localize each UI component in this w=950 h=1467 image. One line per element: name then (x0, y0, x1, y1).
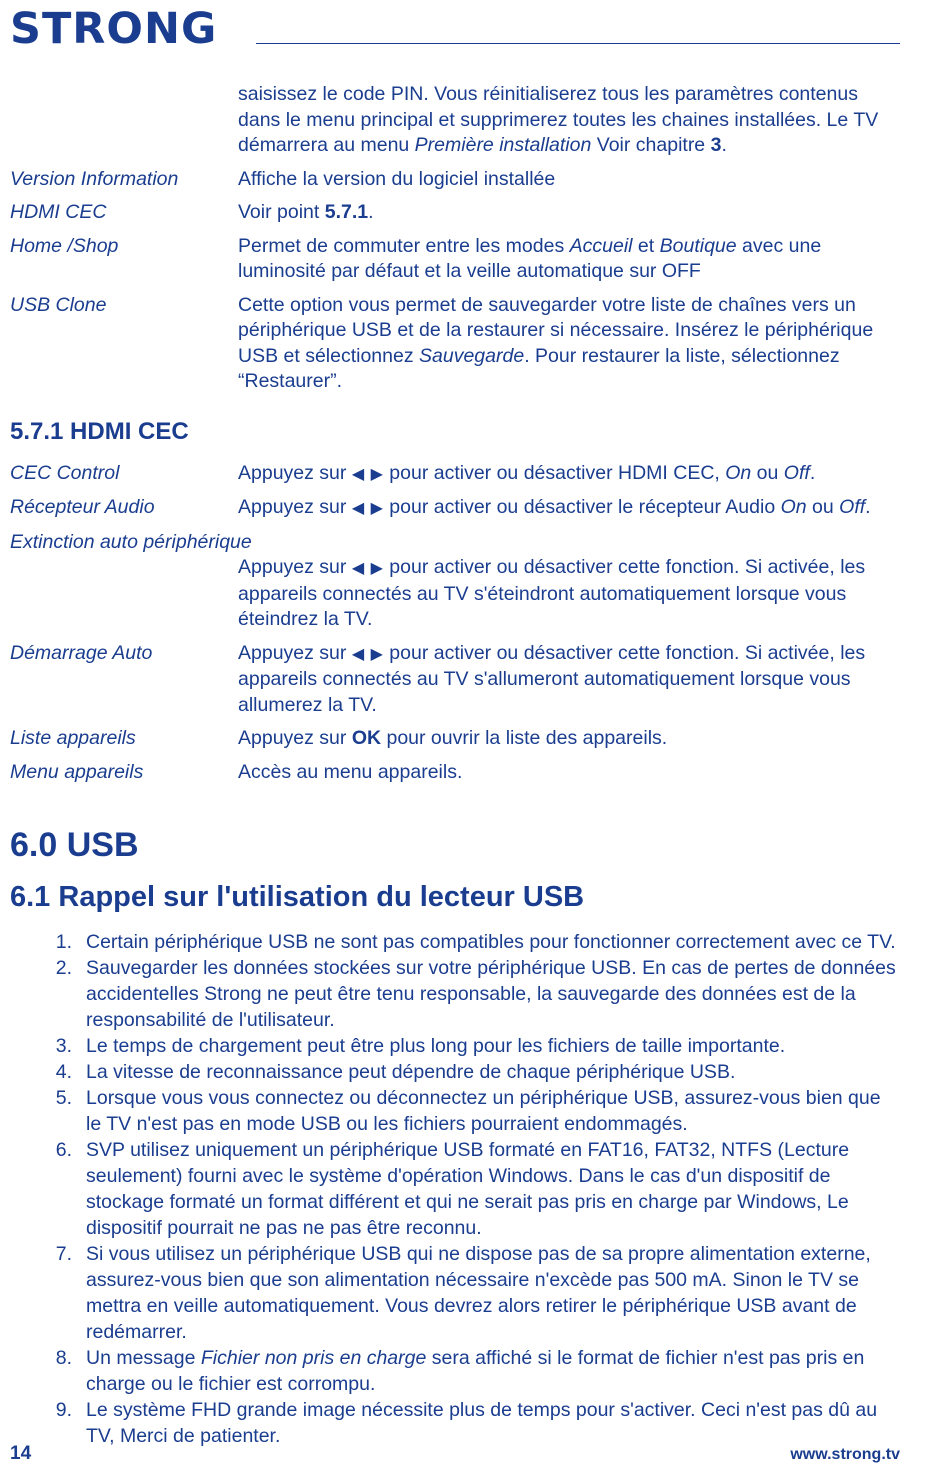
setting-row (10, 495, 900, 522)
setting-row (10, 641, 900, 719)
text-run: Boutique (659, 234, 737, 257)
text-run: Appuyez sur (238, 556, 352, 578)
list-item-number: 7. (55, 1243, 72, 1265)
text-run: Si vous utilisez un périphérique USB qui ne dispose pas de sa propre alimentation externe, assurez-vous bien que son alimentation nécessaire n'excède pas 500 mA. Sinon le TV se mettra en veille automatiquement. Vous devrez alors retirer le périphérique USB avant de redémarrer. (86, 1243, 871, 1343)
text-run: saisissez le code PIN. Vous réinitialiserez tous les paramètres contenus dans le menu principal et supprimerez toutes les chaines installées. Le TV démarrera au menu (238, 83, 879, 156)
setting-label: Récepteur Audio (10, 496, 155, 518)
list-item-number: 3. (55, 1035, 72, 1057)
text-run: Voir point (238, 201, 325, 223)
setting-row (10, 82, 900, 159)
text-run: Fichier non pris en charge (200, 1347, 427, 1369)
text-run: Appuyez sur (238, 727, 352, 749)
setting-description (238, 555, 900, 633)
setting-row (10, 760, 900, 786)
setting-row (10, 200, 900, 226)
text-run: Permet de commuter entre les modes (238, 234, 570, 257)
list-item-text (86, 1345, 900, 1397)
text-run: . Pour restaurer la liste, sélectionnez “Restaurer”. (238, 344, 840, 392)
text-run: Affiche la version du logiciel installée (238, 167, 556, 190)
setting-row (10, 234, 900, 285)
setting-row (10, 555, 900, 633)
text-run: On (725, 461, 752, 484)
text-run: Lorsque vous vous connectez ou déconnectez un périphérique USB, assurez-vous bien que le TV n'est pas en mode USB ou les fichiers pourraient endommagés. (86, 1087, 881, 1135)
list-item-number: 5. (55, 1087, 72, 1109)
setting-label (10, 555, 238, 633)
setting-description (238, 200, 900, 226)
text-run: Off (839, 496, 866, 518)
text-run: pour ouvrir la liste des appareils. (381, 727, 668, 749)
list-item-text (86, 1033, 900, 1059)
text-run: Voir chapitre (591, 134, 711, 156)
setting-description (238, 82, 900, 159)
setting-label: Version Information (10, 167, 179, 190)
usb-notes-list (10, 929, 900, 1449)
text-run: . (809, 461, 816, 484)
text-run: ou (806, 496, 840, 518)
text-run: SVP utilisez uniquement un périphérique USB formaté en FAT16, FAT32, NTFS (Lecture seulement) fourni avec le système d'opération Windows. Dans le cas d'un dispositif de stockage formaté un format différent et qui ne serait pas pris en charge par Windows, Le dispositif pourrait ne pas ne pas être reconnu. (86, 1139, 850, 1239)
text-run: Première installation (414, 134, 592, 156)
text-run: OK (351, 727, 382, 749)
text-run: pour activer ou désactiver HDMI CEC, (383, 461, 726, 484)
list-item (10, 1059, 900, 1085)
setting-label: USB Clone (10, 293, 107, 316)
website-url: www.strong.tv (790, 1446, 900, 1463)
text-run: Un message (86, 1347, 201, 1369)
text-run: pour activer ou désactiver cette fonction. Si activée, les appareils connectés au TV s'éteindront automatiquement lorsque vous éteindrez la TV. (238, 556, 866, 630)
text-run: Appuyez sur (238, 461, 352, 484)
setting-row (10, 293, 900, 395)
list-item (10, 1397, 900, 1449)
setting-label: Démarrage Auto (10, 641, 153, 664)
hdmi-cec-table (10, 461, 900, 786)
text-run: Appuyez sur (238, 641, 352, 664)
setting-description (238, 760, 900, 786)
text-run: Accueil (569, 234, 633, 257)
setting-label (10, 82, 238, 159)
left-right-arrows-icon: ◀ ▶ (351, 500, 384, 517)
left-right-arrows-icon: ◀ ▶ (351, 645, 384, 663)
page-content (10, 82, 900, 1449)
settings-table (10, 82, 900, 395)
list-item-number: 4. (55, 1061, 72, 1083)
left-right-arrows-icon: ◀ ▶ (351, 560, 384, 577)
setting-row (10, 167, 900, 193)
text-run: On (780, 496, 807, 518)
section-5-7-1-title: 5.7.1 HDMI CEC (10, 417, 189, 445)
text-run: pour activer ou désactiver le récepteur Audio (383, 496, 781, 518)
page-number: 14 (10, 1443, 32, 1464)
list-item-text (86, 1137, 900, 1241)
list-item-number: 6. (55, 1139, 72, 1161)
text-run: . (721, 134, 727, 156)
list-item (10, 929, 900, 955)
text-run: sera affiché si le format de fichier n'est pas pris en charge ou le fichier est corrompu. (86, 1347, 865, 1395)
list-item (10, 1345, 900, 1397)
list-item-text (86, 929, 900, 955)
list-item-number: 1. (55, 931, 72, 953)
text-run: avec une luminosité par défaut et la veille automatique sur OFF (238, 234, 822, 282)
setting-description (238, 726, 900, 752)
text-run: . (368, 201, 374, 223)
text-run: Le système FHD grande image nécessite plus de temps pour s'activer. Ceci n'est pas dû au TV, Merci de patienter. (86, 1399, 878, 1447)
setting-row (10, 461, 900, 488)
list-item-number: 9. (55, 1399, 72, 1421)
setting-label: Extinction auto périphérique (10, 530, 252, 553)
list-item (10, 1033, 900, 1059)
text-run: Sauvegarde (419, 344, 525, 367)
text-run: Sauvegarder les données stockées sur votre périphérique USB. En cas de pertes de données accidentelles Strong ne peut être tenu responsable, la sauvegarde des données est de la responsabilité de l'utilisateur. (86, 957, 896, 1031)
strong-logo: STRONG (10, 4, 218, 54)
setting-label: CEC Control (10, 461, 120, 484)
setting-description (238, 293, 900, 395)
list-item-number: 2. (55, 957, 72, 979)
section-6-0-title: 6.0 USB (10, 826, 139, 864)
setting-label: HDMI CEC (10, 201, 107, 223)
setting-description (238, 641, 900, 719)
list-item (10, 1241, 900, 1345)
text-run: Accès au menu appareils. (238, 760, 463, 783)
list-item-number: 8. (55, 1347, 72, 1369)
setting-label: Home /Shop (10, 234, 119, 257)
text-run: Le temps de chargement peut être plus long pour les fichiers de taille importante. (86, 1035, 786, 1057)
text-run: et (632, 234, 660, 257)
text-run: Certain périphérique USB ne sont pas compatibles pour fonctionner correctement avec ce TV. (86, 931, 896, 953)
section-6-1-title: 6.1 Rappel sur l'utilisation du lecteur USB (10, 881, 585, 913)
list-item-text (86, 955, 900, 1033)
setting-label: Liste appareils (10, 727, 136, 749)
list-item-text (86, 1059, 900, 1085)
setting-description (238, 167, 900, 193)
setting-description (238, 461, 900, 488)
text-run: 3 (710, 134, 722, 156)
setting-description (238, 495, 900, 522)
text-run: La vitesse de reconnaissance peut dépendre de chaque périphérique USB. (86, 1061, 736, 1083)
list-item (10, 1085, 900, 1137)
list-item (10, 1137, 900, 1241)
list-item-text (86, 1241, 900, 1345)
text-run: Appuyez sur (238, 496, 352, 518)
setting-description (238, 234, 900, 285)
text-run: . (865, 496, 871, 518)
setting-row (10, 726, 900, 752)
text-run: pour activer ou désactiver cette fonction. Si activée, les appareils connectés au TV s'allumeront automatiquement lorsque vous allumerez la TV. (238, 641, 866, 716)
left-right-arrows-icon: ◀ ▶ (351, 465, 384, 483)
list-item (10, 955, 900, 1033)
text-run: Off (783, 461, 810, 484)
text-run: Cette option vous permet de sauvegarder votre liste de chaînes vers un périphérique USB et de la restaurer si nécessaire. Insérez le périphérique USB et sélectionnez (238, 293, 874, 367)
text-run: 5.7.1 (324, 201, 369, 223)
list-item-text (86, 1397, 900, 1449)
list-item-text (86, 1085, 900, 1137)
setting-label: Menu appareils (10, 760, 144, 783)
header-rule (256, 43, 900, 44)
text-run: ou (751, 461, 784, 484)
